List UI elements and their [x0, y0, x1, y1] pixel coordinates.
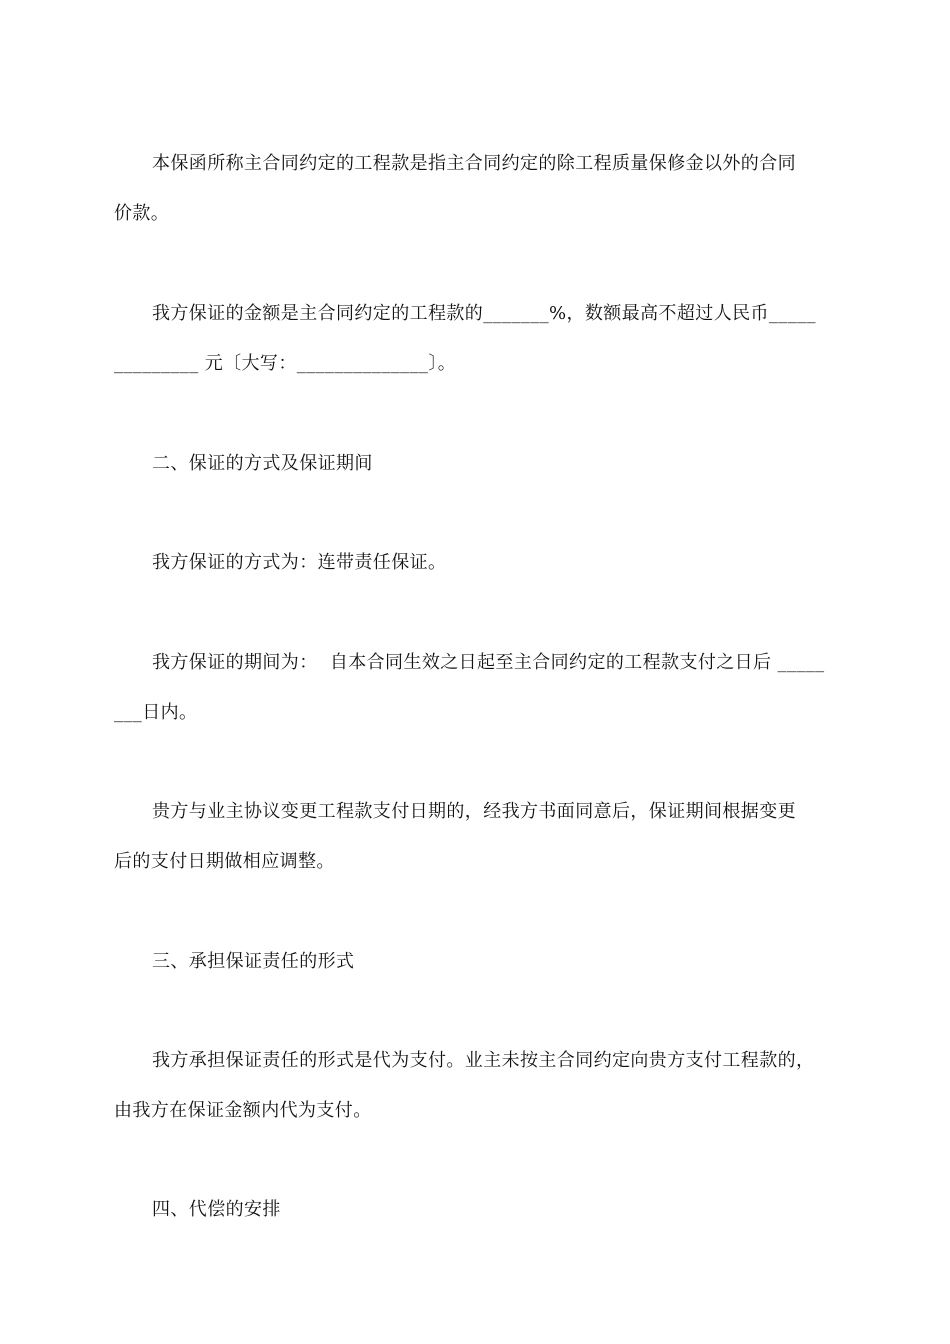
- paragraph-line: ___日内。: [114, 702, 198, 723]
- section-heading: 四、代偿的安排: [152, 1199, 281, 1220]
- paragraph-line: 贵方与业主协议变更工程款支付日期的，经我方书面同意后，保证期间根据变更: [152, 801, 796, 822]
- paragraph-line: 我方保证的方式为：连带责任保证。: [152, 552, 447, 573]
- paragraph-line: 本保函所称主合同约定的工程款是指主合同约定的除工程质量保修金以外的合同: [152, 153, 796, 174]
- paragraph-line: 后的支付日期做相应调整。: [114, 851, 335, 872]
- paragraph-line: 我方保证的金额是主合同约定的工程款的_______%，数额最高不超过人民币_____: [152, 303, 816, 324]
- section-heading: 二、保证的方式及保证期间: [152, 453, 373, 474]
- paragraph-line: 我方保证的期间为： 自本合同生效之日起至主合同约定的工程款支付之日后 _____: [152, 652, 825, 673]
- paragraph-line: 我方承担保证责任的形式是代为支付。业主未按主合同约定向贵方支付工程款的，: [152, 1050, 815, 1071]
- paragraph-line: _________ 元〔大写：______________〕。: [114, 353, 457, 374]
- section-heading: 三、承担保证责任的形式: [152, 951, 355, 972]
- paragraph-line: 由我方在保证金额内代为支付。: [114, 1100, 372, 1121]
- paragraph-line: 价款。: [114, 203, 170, 224]
